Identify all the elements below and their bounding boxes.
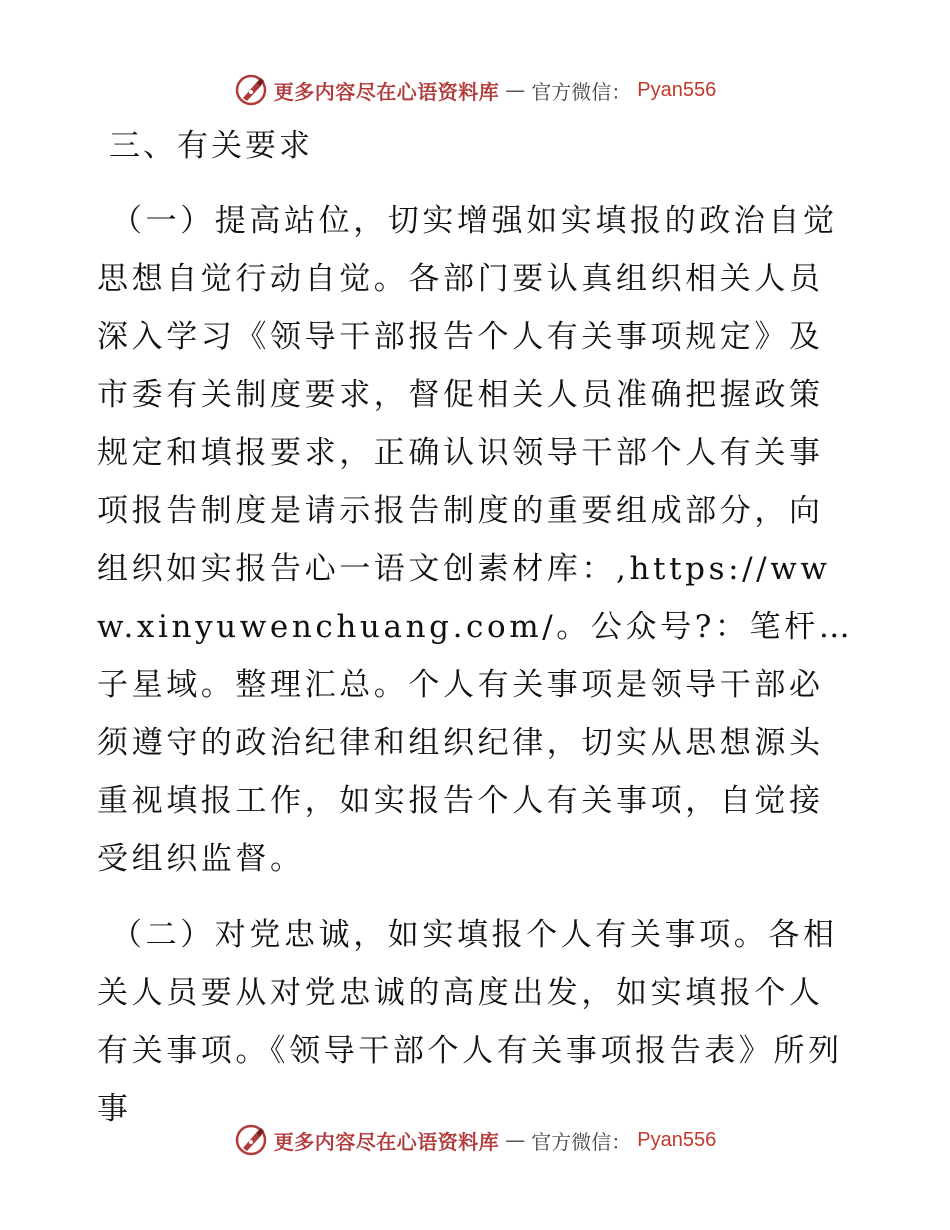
banner-brand-text: 更多内容尽在心语资料库 <box>273 1129 500 1154</box>
banner-wechat-account: Pyan556 <box>637 1128 717 1151</box>
section-heading: 三、有关要求 <box>109 128 313 164</box>
paragraph-1: （一）提高站位，切实增强如实填报的政治自觉思想自觉行动自觉。各部门要认真组织相关人员深入学习《领导干部报告个人有关事项规定》及市委有关制度要求，督促相关人员准确把握政策规定和填报要求，正确认识领导干部个人有关事项报告制度是请示报告制度的重要组成部分，向组织如实报告心一语文创素材库：,https://www.xinyuwenchuang.com/。公众号?：笔杆…子星域。整理汇总。个人有关事项是领导干部必须遵守的政治纪律和组织纪律，切实从思想源头重视填报工作，如实报告个人有关事项，自觉接受组织监督。 <box>97 203 854 877</box>
banner-separator: — <box>505 78 526 102</box>
banner-wechat-account: Pyan556 <box>637 78 717 101</box>
banner-brand-text: 更多内容尽在心语资料库 <box>273 79 500 104</box>
header-banner <box>0 70 950 110</box>
document-body <box>97 118 857 1156</box>
pen-nib-logo-icon <box>234 73 268 107</box>
banner-separator: — <box>505 1128 526 1152</box>
banner-wechat-label: 官方微信： <box>531 79 632 104</box>
footer-banner <box>0 1120 950 1160</box>
pen-nib-logo-icon <box>234 1123 268 1157</box>
banner-wechat-label: 官方微信： <box>531 1129 632 1154</box>
paragraph-2: （二）对党忠诚，如实填报个人有关事项。各相关人员要从对党忠诚的高度出发，如实填报个人有关事项。《领导干部个人有关事项报告表》所列事 <box>97 917 843 1127</box>
